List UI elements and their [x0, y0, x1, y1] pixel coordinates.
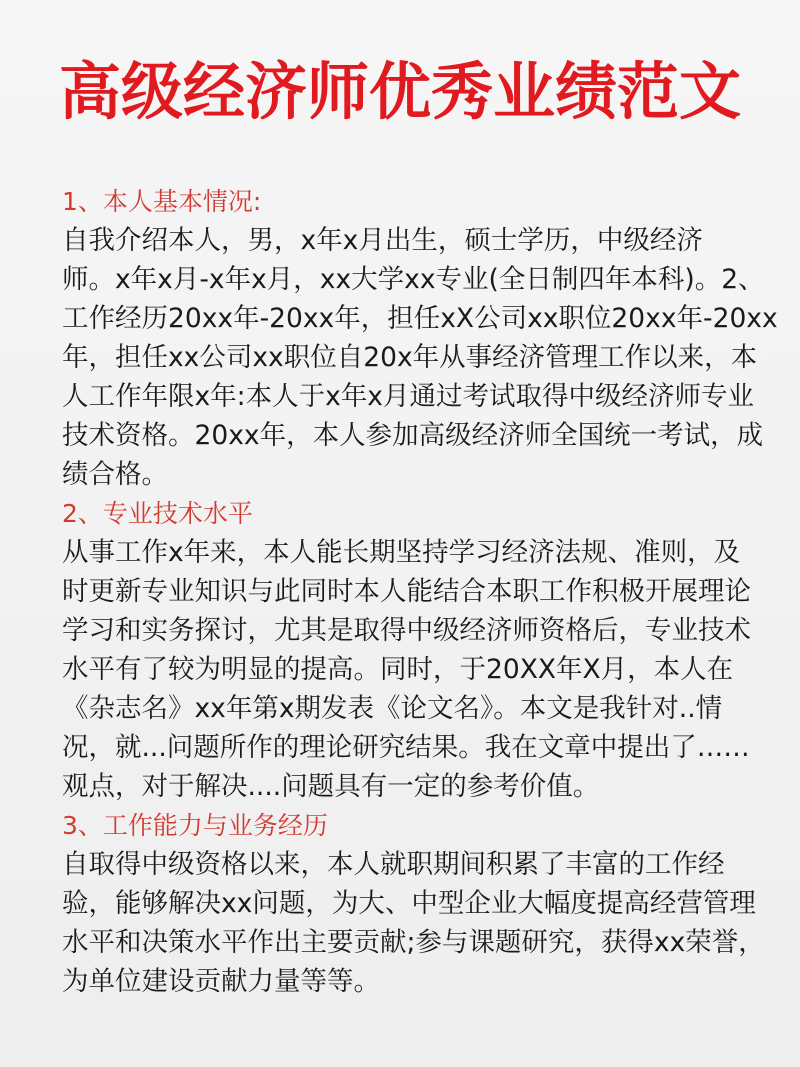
- page-title: 高级经济师优秀业绩范文: [58, 55, 741, 128]
- paragraph-line: 自我介绍本人，男，x年x月出生，硕士学历，中级经济: [62, 225, 703, 256]
- paragraph-line: 况，就...问题所作的理论研究结果。我在文章中提出了……: [62, 732, 750, 763]
- paragraph-line: 从事工作x年来，本人能长期坚持学习经济法规、准则，及: [62, 537, 741, 568]
- paragraph-line: 水平有了较为明显的提高。同时，于20XX年X月，本人在: [62, 654, 734, 685]
- paragraph-line: 人工作年限x年:本人于x年x月通过考试取得中级经济师专业: [62, 381, 754, 412]
- section-basic-info: [62, 182, 778, 494]
- paragraph-line: 为单位建设贡献力量等等。: [62, 966, 380, 997]
- section-professional-level: [62, 494, 762, 806]
- paragraph-line: 技术资格。20xx年，本人参加高级经济师全国统一考试，成: [62, 420, 764, 451]
- paragraph-line: 自取得中级资格以来，本人就职期间积累了丰富的工作经: [62, 849, 725, 880]
- paragraph-line: 观点，对于解决....问题具有一定的参考价值。: [62, 771, 600, 802]
- paragraph-line: 水平和决策水平作出主要贡献;参与课题研究，获得xx荣誉，: [62, 927, 765, 958]
- paragraph-line: 工作经历20xx年-20xx年，担任xX公司xx职位20xx年-20xx: [62, 303, 778, 334]
- paragraph-line: 年，担任xx公司xx职位自20x年从事经济管理工作以来，本: [62, 342, 758, 373]
- section-work-ability: [62, 806, 765, 1001]
- paragraph-line: 时更新专业知识与此同时本人能结合本职工作积极开展理论: [62, 576, 751, 607]
- section-heading: 1、本人基本情况:: [62, 187, 262, 216]
- paragraph-line: 学习和实务探讨，尤其是取得中级经济师资格后，专业技术: [62, 615, 751, 646]
- section-heading: 3、工作能力与业务经历: [62, 811, 328, 840]
- paragraph-line: 《杂志名》xx年第x期发表《论文名》。本文是我针对..情: [62, 693, 723, 724]
- paragraph-line: 师。x年x月-x年x月，xx大学xx专业(全日制四年本科)。2、: [62, 264, 765, 295]
- paragraph-line: 验，能够解决xx问题，为大、中型企业大幅度提高经营管理: [62, 888, 756, 919]
- paragraph-line: 绩合格。: [62, 459, 168, 490]
- section-heading: 2、专业技术水平: [62, 499, 253, 528]
- document-body: [62, 182, 778, 1001]
